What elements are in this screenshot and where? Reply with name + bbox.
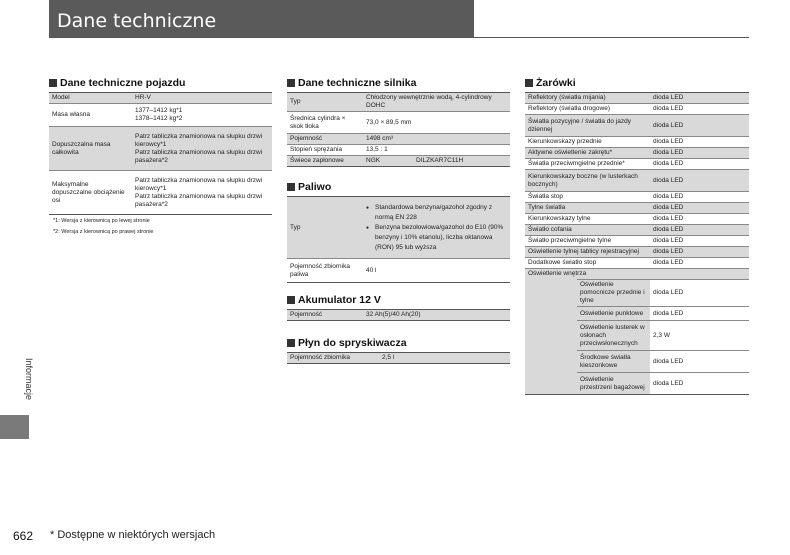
- table-row: [525, 170, 749, 192]
- indent-cell: [525, 280, 577, 307]
- bulb-value: dioda LED: [650, 148, 749, 159]
- engine-value: 1498 cm³: [363, 134, 510, 145]
- bulb-label: Tylne światła: [525, 203, 650, 214]
- table-row: [287, 310, 510, 321]
- list-item: ● Benzyna bezołowiowa/gazohol do E10 (90% benzyny i 10% etanolu), liczba oktanowa (RON) 95 lub wyższa: [366, 223, 507, 253]
- section-square-icon: [287, 296, 295, 304]
- spark-plug-brand: NGK: [366, 157, 381, 164]
- bulb-label: Aktywne oświetlenie zakrętu*: [525, 148, 650, 159]
- bulb-value: dioda LED: [650, 203, 749, 214]
- engine-label: Typ: [287, 93, 363, 112]
- page-number: 662: [13, 529, 34, 543]
- table-row: [525, 321, 749, 351]
- side-tab-marker: [0, 415, 29, 439]
- bulb-label: Reflektory (światła drogowe): [525, 104, 650, 115]
- washer-value: 2,5 l: [379, 353, 510, 364]
- bulb-label: Światła przeciwmgielne przednie*: [525, 159, 650, 170]
- fuel-type-list: [366, 203, 507, 253]
- bulb-label: Dodatkowe światło stop: [525, 258, 650, 269]
- table-row: [525, 203, 749, 214]
- vehicle-heading: [49, 76, 272, 90]
- vehicle-value: 1377–1412 kg*1 1378–1412 kg*2: [132, 104, 272, 127]
- bulb-label: Kierunkowskazy przednie: [525, 137, 650, 148]
- engine-table: [287, 92, 510, 167]
- footer-footnote: * Dostępne w niektórych wersjach: [50, 529, 216, 541]
- table-row: [49, 127, 272, 171]
- bulb-label: Reflektory (światła mijania): [525, 93, 650, 104]
- table-row: [287, 156, 510, 167]
- engine-section: [287, 76, 510, 167]
- vehicle-value: HR-V: [132, 93, 272, 104]
- vehicle-label: Model: [49, 93, 132, 104]
- battery-title: Akumulator 12 V: [298, 294, 381, 306]
- vehicle-label: Masa własna: [49, 104, 132, 127]
- bulb-value: dioda LED: [650, 137, 749, 148]
- table-row: [287, 197, 510, 259]
- interior-bulb-value: 2,3 W: [650, 321, 749, 351]
- indent-cell: [525, 307, 577, 321]
- bulb-label: Światło przeciwmgielne tylne: [525, 236, 650, 247]
- bulb-label: Kierunkowskazy tylne: [525, 214, 650, 225]
- table-row: [49, 104, 272, 127]
- table-row: [525, 236, 749, 247]
- fuel-value: 40 l: [363, 259, 510, 283]
- bulb-value: dioda LED: [650, 192, 749, 203]
- table-row: [287, 112, 510, 134]
- interior-bulb-value: dioda LED: [650, 280, 749, 307]
- fuel-label: Typ: [287, 197, 363, 259]
- battery-heading: [287, 293, 510, 307]
- table-row: [525, 280, 749, 307]
- bulb-label: Światło cofania: [525, 225, 650, 236]
- table-row: [49, 171, 272, 215]
- bulb-value: dioda LED: [650, 170, 749, 192]
- section-square-icon: [287, 339, 295, 347]
- vehicle-title: Dane techniczne pojazdu: [60, 77, 186, 89]
- bulb-value: dioda LED: [650, 247, 749, 258]
- table-row: [525, 192, 749, 203]
- engine-label: Świece zapłonowe: [287, 156, 363, 167]
- note-item: *2: Wersja z kierownicą po prawej stronie: [53, 229, 154, 235]
- engine-value: 13,5 : 1: [363, 145, 510, 156]
- washer-table: [287, 352, 510, 364]
- table-row: [525, 258, 749, 269]
- fuel-title: Paliwo: [298, 181, 332, 193]
- bulb-value: dioda LED: [650, 236, 749, 247]
- vehicle-table: [49, 92, 272, 215]
- bulb-value: dioda LED: [650, 104, 749, 115]
- engine-value: [363, 156, 510, 167]
- fuel-value: [363, 197, 510, 259]
- table-row: [525, 148, 749, 159]
- engine-value: 73,0 × 89,5 mm: [363, 112, 510, 134]
- table-row: [287, 93, 510, 112]
- table-row: [525, 159, 749, 170]
- battery-table: [287, 309, 510, 321]
- engine-label: Stopień sprężania: [287, 145, 363, 156]
- bulbs-title: Żarówki: [536, 77, 576, 89]
- bulb-value: dioda LED: [650, 115, 749, 137]
- table-row: [287, 259, 510, 283]
- fuel-heading: [287, 180, 510, 194]
- engine-value: Chłodzony wewnętrznie wodą, 4-cylindrowy DOHC: [363, 93, 510, 112]
- interior-bulb-label: Oświetlenie pomocnicze przednie i tylne: [577, 280, 650, 307]
- bulbs-section: [525, 76, 749, 395]
- washer-section: [287, 336, 510, 364]
- table-row: [287, 134, 510, 145]
- vehicle-section: [49, 76, 272, 238]
- washer-heading: [287, 336, 510, 350]
- engine-title: Dane techniczne silnika: [298, 77, 417, 89]
- interior-bulb-label: Oświetlenie przestrzeni bagażowej: [577, 373, 650, 395]
- bulb-label: Oświetlenie tylnej tablicy rejestracyjnej: [525, 247, 650, 258]
- interior-bulb-value: dioda LED: [650, 351, 749, 373]
- vehicle-notes: [49, 216, 272, 238]
- interior-bulb-value: dioda LED: [650, 373, 749, 395]
- table-row: [287, 353, 510, 364]
- bulb-value: dioda LED: [650, 225, 749, 236]
- table-row: [525, 307, 749, 321]
- spark-plug-code: DILZKAR7C11H: [416, 157, 464, 164]
- interior-bulb-label: Oświetlenie punktowe: [577, 307, 650, 321]
- battery-section: [287, 293, 510, 321]
- table-row: [525, 351, 749, 373]
- section-square-icon: [525, 79, 533, 87]
- side-tab-label: Informacje: [24, 358, 34, 401]
- section-square-icon: [287, 183, 295, 191]
- bulb-value: dioda LED: [650, 258, 749, 269]
- header-bar: [49, 0, 474, 37]
- table-row: [49, 93, 272, 104]
- table-row: [525, 93, 749, 104]
- section-square-icon: [287, 79, 295, 87]
- table-row: [525, 225, 749, 236]
- washer-label: Pojemność zbiornika: [287, 353, 379, 364]
- fuel-section: [287, 180, 510, 283]
- battery-value: 32 Ah(5)/40 Ah(20): [363, 310, 510, 321]
- bulb-value: dioda LED: [650, 159, 749, 170]
- note-item: *1: Wersja z kierownicą po lewej stronie: [53, 218, 150, 224]
- page-title: Dane techniczne: [57, 10, 217, 32]
- table-row: [525, 247, 749, 258]
- fuel-table: [287, 196, 510, 283]
- table-row: [287, 145, 510, 156]
- list-item: ● Standardowa benzyna/gazohol zgodny z normą EN 228: [366, 203, 507, 223]
- interior-bulb-value: dioda LED: [650, 307, 749, 321]
- section-square-icon: [49, 79, 57, 87]
- indent-cell: [525, 373, 577, 395]
- bulb-value: dioda LED: [650, 93, 749, 104]
- engine-label: Średnica cylindra × skok tłoka: [287, 112, 363, 134]
- table-row: [525, 115, 749, 137]
- interior-bulb-label: Oświetlenie lusterek w osłonach przeciwsłonecznych: [577, 321, 650, 351]
- header-divider: [49, 37, 749, 38]
- fuel-label: Pojemność zbiornika paliwa: [287, 259, 363, 283]
- bulb-label: Światła pozycyjne / światła do jazdy dziennej: [525, 115, 650, 137]
- indent-cell: [525, 351, 577, 373]
- interior-bulb-label: Środkowe światła kieszonkowe: [577, 351, 650, 373]
- table-row: [525, 104, 749, 115]
- vehicle-label: Dopuszczalna masa całkowita: [49, 127, 132, 171]
- table-row: [525, 214, 749, 225]
- table-row: [525, 137, 749, 148]
- table-row: [525, 373, 749, 395]
- table-row: [525, 269, 749, 280]
- bulb-value: dioda LED: [650, 214, 749, 225]
- washer-title: Płyn do spryskiwacza: [298, 337, 407, 349]
- engine-label: Pojemność: [287, 134, 363, 145]
- bulb-label: Światła stop: [525, 192, 650, 203]
- bulb-label: Kierunkowskazy boczne (w lusterkach bocznych): [525, 170, 650, 192]
- vehicle-value: Patrz tabliczka znamionowa na słupku drzwi kierowcy*1 Patrz tabliczka znamionowa na słupku drzwi pasażera*2: [132, 171, 272, 215]
- vehicle-label: Maksymalne dopuszczalne obciążenie osi: [49, 171, 132, 215]
- battery-label: Pojemność: [287, 310, 363, 321]
- bulbs-heading: [525, 76, 749, 90]
- indent-cell: [525, 321, 577, 351]
- vehicle-value: Patrz tabliczka znamionowa na słupku drzwi kierowcy*1 Patrz tabliczka znamionowa na słupku drzwi pasażera*2: [132, 127, 272, 171]
- interior-lighting-label: Oświetlenie wnętrza: [525, 269, 749, 280]
- engine-heading: [287, 76, 510, 90]
- bulbs-table: [525, 92, 749, 395]
